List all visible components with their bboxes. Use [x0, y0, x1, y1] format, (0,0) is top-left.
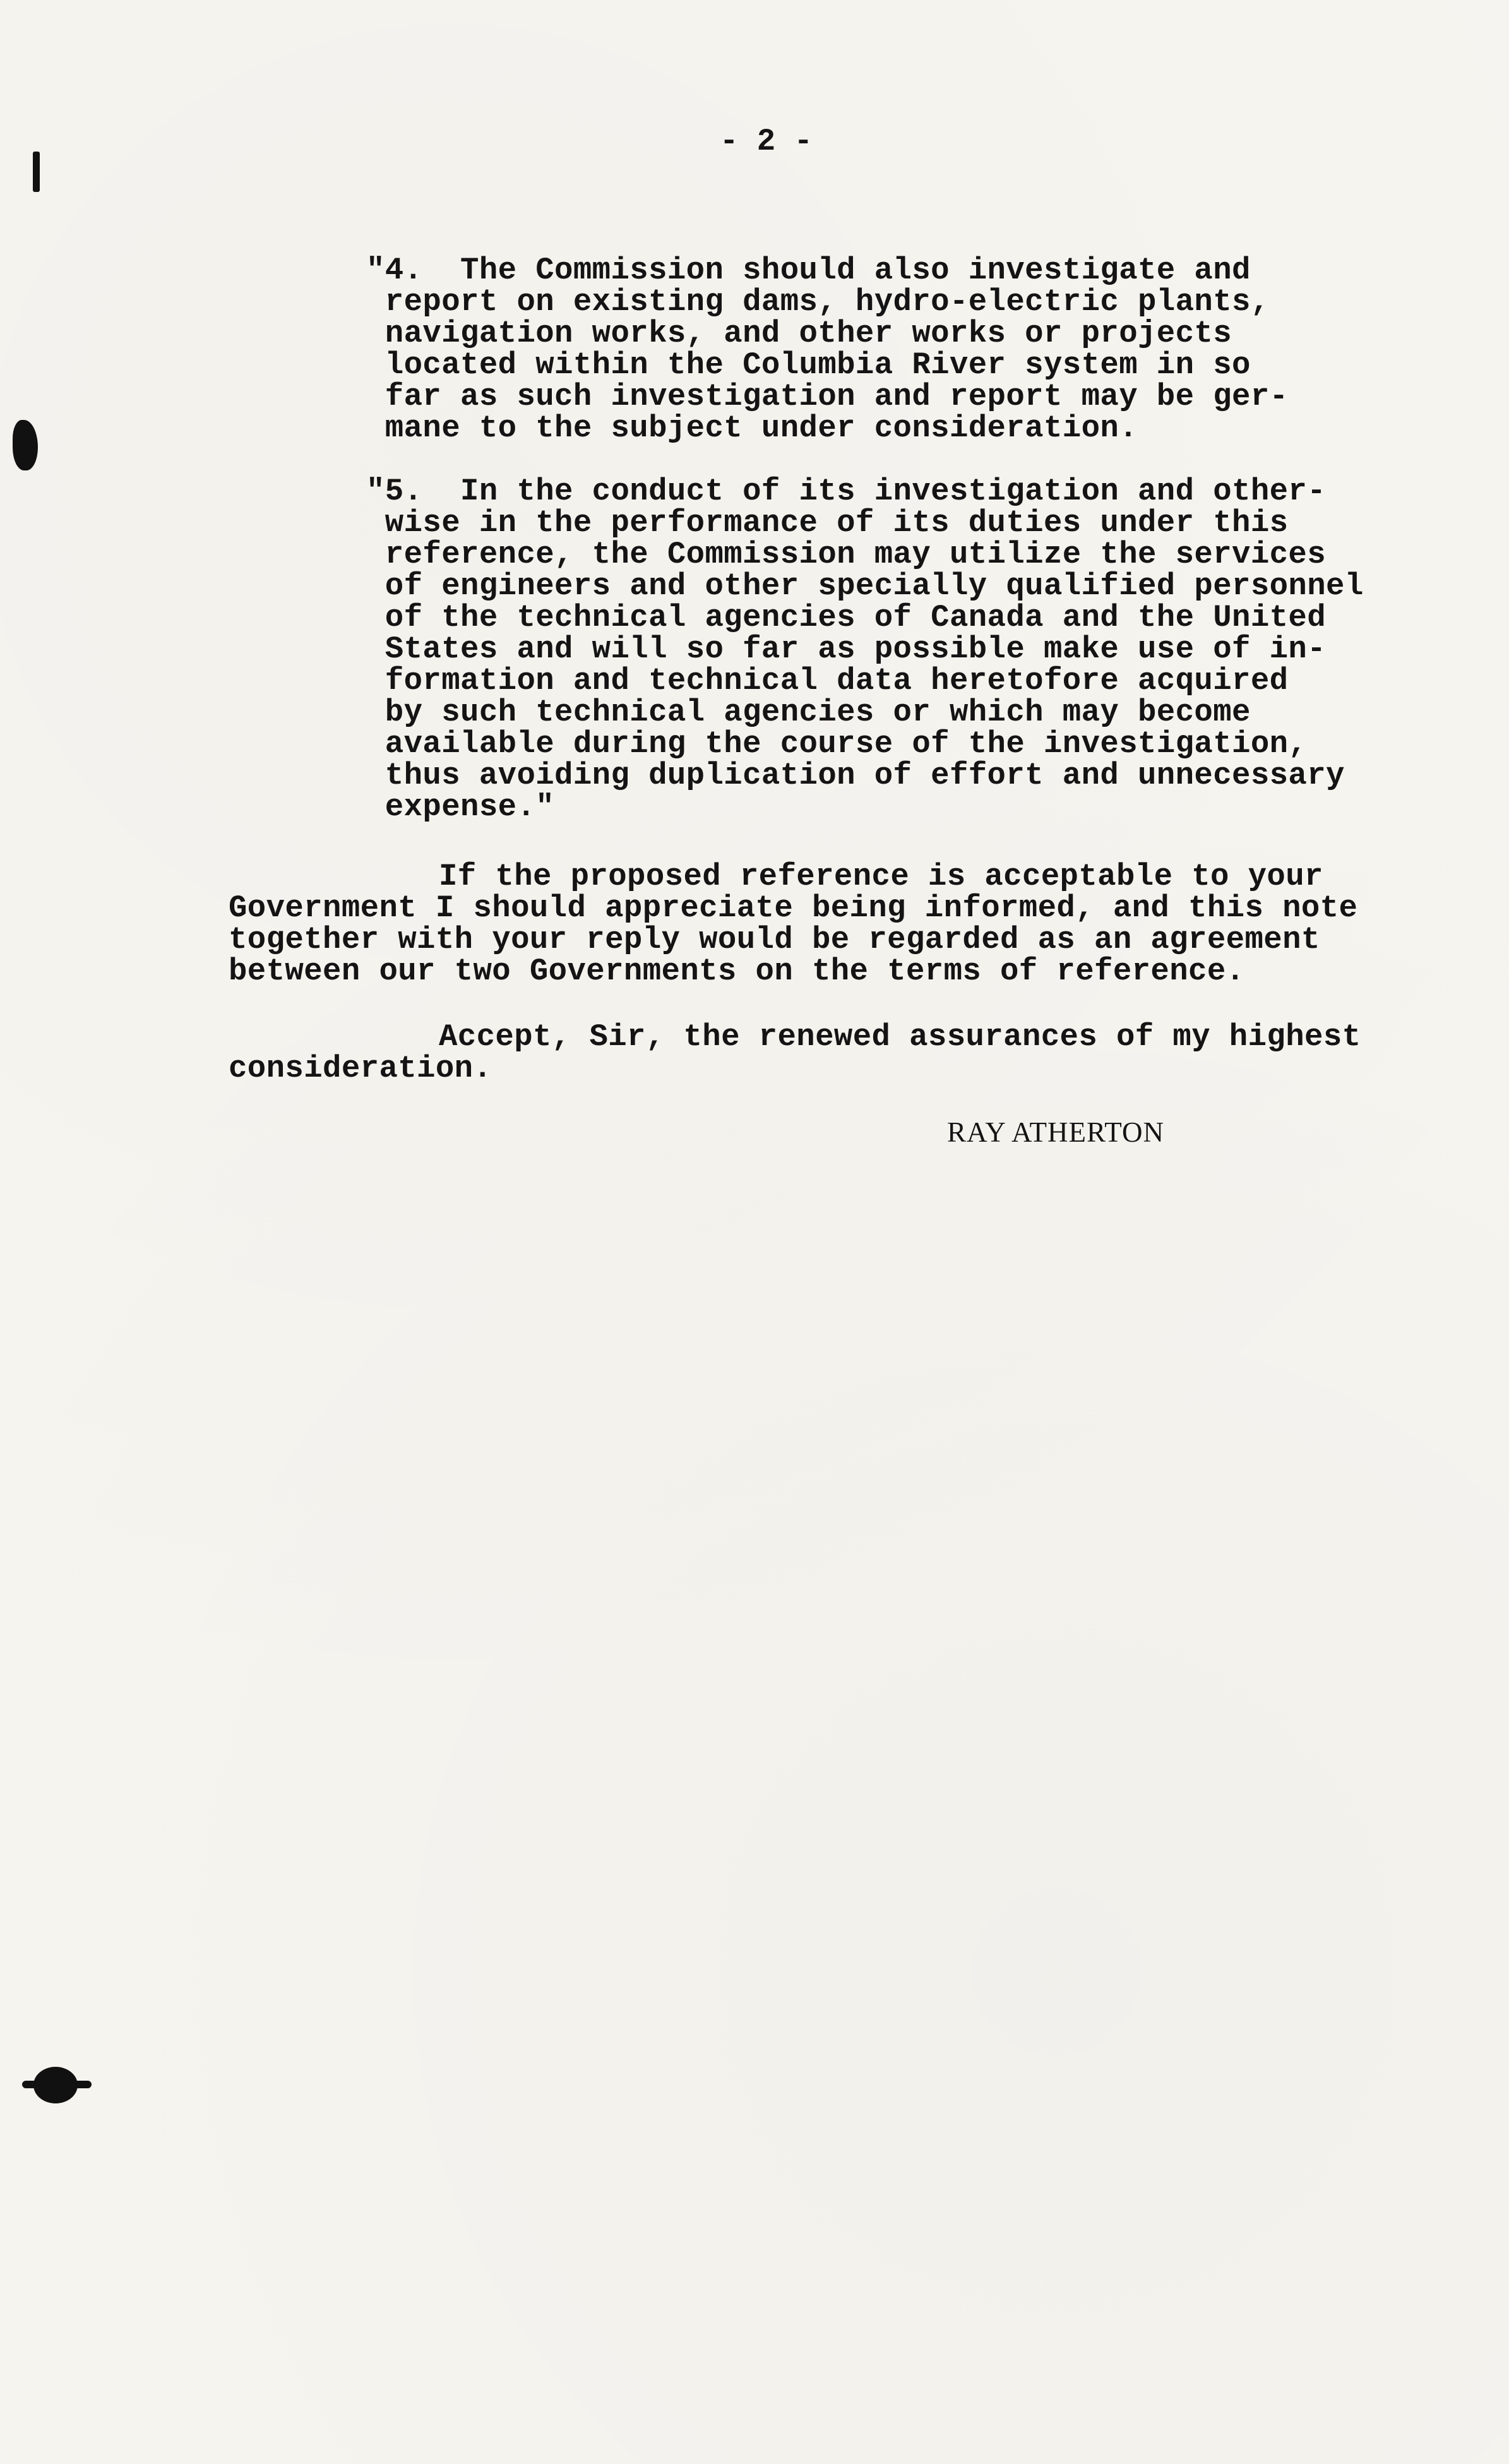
signature: RAY ATHERTON — [947, 1116, 1164, 1148]
paragraph-5-line: expense." — [366, 789, 555, 825]
paragraph-4-line: located within the Columbia River system in so — [366, 347, 1251, 383]
paragraph-4-line: mane to the subject under consideration. — [366, 410, 1138, 446]
paragraph-5-line: reference, the Commission may utilize the services — [366, 537, 1327, 572]
ink-stain — [13, 420, 38, 470]
paragraph-5-line: by such technical agencies or which may become — [366, 695, 1251, 730]
paragraph-4-line: navigation works, and other works or projects — [366, 316, 1232, 351]
paragraph-4-line: far as such investigation and report may be ger- — [366, 379, 1289, 414]
paragraph-5-line: of engineers and other specially qualified personnel — [366, 568, 1364, 604]
closing-line: consideration. — [229, 1051, 492, 1086]
paragraph-5-line: available during the course of the investigation, — [366, 726, 1308, 762]
paragraph-5-line: of the technical agencies of Canada and the United — [366, 600, 1327, 635]
paragraph-5-line: States and will so far as possible make use of in- — [366, 631, 1327, 667]
margin-mark — [33, 152, 40, 192]
closing-line: Accept, Sir, the renewed assurances of my highest — [439, 1019, 1361, 1055]
reference-paragraph-line: If the proposed reference is acceptable to your — [439, 859, 1323, 894]
paragraph-5-line: thus avoiding duplication of effort and unnecessary — [366, 758, 1345, 793]
reference-paragraph-line: between our two Governments on the terms of reference. — [229, 954, 1245, 989]
paragraph-4-line: report on existing dams, hydro-electric plants, — [366, 284, 1270, 320]
reference-paragraph-line: Government I should appreciate being informed, and this note — [229, 890, 1358, 926]
punch-hole — [33, 2067, 78, 2103]
reference-paragraph-line: together with your reply would be regarded as an agreement — [229, 922, 1320, 957]
page-number: - 2 - — [720, 124, 813, 159]
paragraph-5-line: wise in the performance of its duties under this — [366, 505, 1289, 541]
paragraph-4-line: "4. The Commission should also investigate and — [366, 253, 1251, 288]
paragraph-5-line: "5. In the conduct of its investigation and other- — [366, 474, 1327, 509]
paragraph-5-line: formation and technical data heretofore acquired — [366, 663, 1289, 698]
